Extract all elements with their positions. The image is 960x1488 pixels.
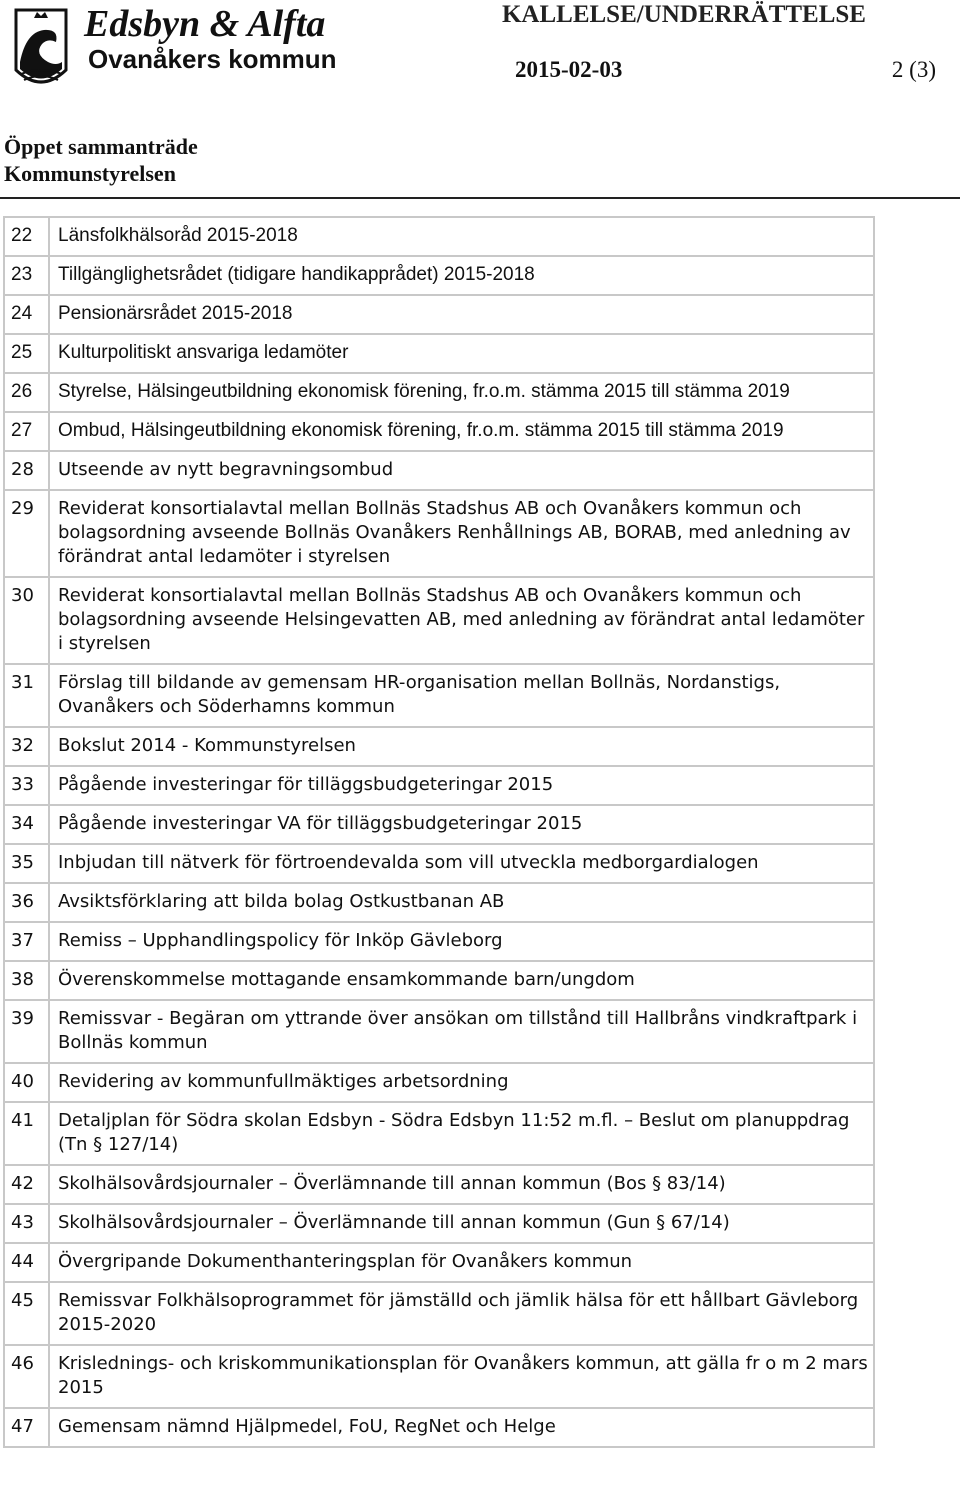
agenda-body xyxy=(4,217,874,1447)
agenda-item-text: Gemensam nämnd Hjälpmedel, FoU, RegNet och Helge xyxy=(49,1408,874,1447)
agenda-item-number: 25 xyxy=(4,334,49,373)
agenda-row xyxy=(4,577,874,664)
agenda-row xyxy=(4,1165,874,1204)
agenda-row xyxy=(4,664,874,727)
agenda-item-number: 44 xyxy=(4,1243,49,1282)
agenda-item-text: Reviderat konsortialavtal mellan Bollnäs Stadshus AB och Ovanåkers kommun och bolagsordning avseende Bollnäs Ovanåkers Renhållnings AB, BORAB, med anledning av förändrat antal ledamöter i styrelsen xyxy=(49,490,874,577)
agenda-item-number: 32 xyxy=(4,727,49,766)
agenda-row xyxy=(4,844,874,883)
agenda-item-text: Inbjudan till nätverk för förtroendevalda som vill utveckla medborgardialogen xyxy=(49,844,874,883)
agenda-item-text: Övergripande Dokumenthanteringsplan för Ovanåkers kommun xyxy=(49,1243,874,1282)
agenda-item-number: 23 xyxy=(4,256,49,295)
agenda-item-number: 39 xyxy=(4,1000,49,1063)
logo-emblem xyxy=(16,10,66,82)
agenda-row xyxy=(4,922,874,961)
agenda-item-number: 29 xyxy=(4,490,49,577)
agenda-row xyxy=(4,295,874,334)
agenda-item-text: Länsfolkhälsoråd 2015-2018 xyxy=(49,217,874,256)
agenda-row xyxy=(4,412,874,451)
logo-subtitle: Ovanåkers kommun xyxy=(88,44,337,74)
agenda-row xyxy=(4,961,874,1000)
agenda-item-text: Pensionärsrådet 2015-2018 xyxy=(49,295,874,334)
agenda-item-number: 46 xyxy=(4,1345,49,1408)
agenda-item-number: 33 xyxy=(4,766,49,805)
agenda-row xyxy=(4,1204,874,1243)
agenda-item-text: Remissvar Folkhälsoprogrammet för jämställd och jämlik hälsa för ett hållbart Gävleborg 2015-2020 xyxy=(49,1282,874,1345)
page-number: 2 (3) xyxy=(891,57,936,82)
agenda-item-text: Ombud, Hälsingeutbildning ekonomisk förening, fr.o.m. stämma 2015 till stämma 2019 xyxy=(49,412,874,451)
agenda-row xyxy=(4,766,874,805)
agenda-item-number: 36 xyxy=(4,883,49,922)
meeting-body: Kommunstyrelsen xyxy=(4,161,176,186)
agenda-item-text: Utseende av nytt begravningsombud xyxy=(49,451,874,490)
agenda-row xyxy=(4,1345,874,1408)
agenda-item-number: 38 xyxy=(4,961,49,1000)
agenda-item-text: Skolhälsovårdsjournaler – Överlämnande till annan kommun (Gun § 67/14) xyxy=(49,1204,874,1243)
agenda-item-text: Styrelse, Hälsingeutbildning ekonomisk förening, fr.o.m. stämma 2015 till stämma 2019 xyxy=(49,373,874,412)
agenda-item-number: 40 xyxy=(4,1063,49,1102)
agenda-table xyxy=(3,216,875,1448)
agenda-item-text: Remiss – Upphandlingspolicy för Inköp Gävleborg xyxy=(49,922,874,961)
agenda-item-number: 28 xyxy=(4,451,49,490)
agenda-item-number: 41 xyxy=(4,1102,49,1165)
agenda-item-text: Remissvar - Begäran om yttrande över ansökan om tillstånd till Hallbråns vindkraftpark i Bollnäs kommun xyxy=(49,1000,874,1063)
agenda-item-number: 27 xyxy=(4,412,49,451)
header-divider xyxy=(0,197,960,199)
agenda-item-text: Revidering av kommunfullmäktiges arbetsordning xyxy=(49,1063,874,1102)
agenda-item-number: 26 xyxy=(4,373,49,412)
municipality-logo xyxy=(4,2,384,92)
agenda-item-text: Detaljplan för Södra skolan Edsbyn - Södra Edsbyn 11:52 m.fl. – Beslut om planuppdrag (Tn § 127/14) xyxy=(49,1102,874,1165)
agenda-row xyxy=(4,256,874,295)
agenda-row xyxy=(4,883,874,922)
agenda-item-text: Pågående investeringar VA för tilläggsbudgeteringar 2015 xyxy=(49,805,874,844)
agenda-item-text: Pågående investeringar för tilläggsbudgeteringar 2015 xyxy=(49,766,874,805)
meeting-type: Öppet sammanträde xyxy=(4,134,198,159)
agenda-row xyxy=(4,490,874,577)
agenda-item-number: 45 xyxy=(4,1282,49,1345)
agenda-row xyxy=(4,1243,874,1282)
agenda-item-text: Skolhälsovårdsjournaler – Överlämnande till annan kommun (Bos § 83/14) xyxy=(49,1165,874,1204)
agenda-row xyxy=(4,805,874,844)
agenda-item-text: Krislednings- och kriskommunikationsplan för Ovanåkers kommun, att gälla fr o m 2 mars 2015 xyxy=(49,1345,874,1408)
agenda-row xyxy=(4,1282,874,1345)
agenda-item-text: Överenskommelse mottagande ensamkommande barn/ungdom xyxy=(49,961,874,1000)
meeting-heading xyxy=(4,133,198,187)
agenda-row xyxy=(4,1063,874,1102)
agenda-row xyxy=(4,1408,874,1447)
agenda-item-number: 43 xyxy=(4,1204,49,1243)
agenda-item-text: Kulturpolitiskt ansvariga ledamöter xyxy=(49,334,874,373)
agenda-row xyxy=(4,334,874,373)
agenda-item-number: 42 xyxy=(4,1165,49,1204)
agenda-row xyxy=(4,451,874,490)
agenda-row xyxy=(4,373,874,412)
agenda-row xyxy=(4,1000,874,1063)
agenda-row xyxy=(4,217,874,256)
agenda-item-text: Avsiktsförklaring att bilda bolag Ostkustbanan AB xyxy=(49,883,874,922)
agenda-item-text: Tillgänglighetsrådet (tidigare handikapprådet) 2015-2018 xyxy=(49,256,874,295)
agenda-item-number: 37 xyxy=(4,922,49,961)
agenda-item-number: 22 xyxy=(4,217,49,256)
agenda-item-text: Reviderat konsortialavtal mellan Bollnäs Stadshus AB och Ovanåkers kommun och bolagsordning avseende Helsingevatten AB, med anledning av förändrat antal ledamöter i styrelsen xyxy=(49,577,874,664)
document-type: KALLELSE/UNDERRÄTTELSE xyxy=(501,1,866,28)
agenda-item-text: Bokslut 2014 - Kommunstyrelsen xyxy=(49,727,874,766)
agenda-item-number: 47 xyxy=(4,1408,49,1447)
agenda-item-text: Förslag till bildande av gemensam HR-organisation mellan Bollnäs, Nordanstigs, Ovanåkers och Söderhamns kommun xyxy=(49,664,874,727)
agenda-item-number: 24 xyxy=(4,295,49,334)
document-date: 2015-02-03 xyxy=(515,57,623,82)
agenda-item-number: 35 xyxy=(4,844,49,883)
logo-title: Edsbyn & Alfta xyxy=(84,3,326,45)
agenda-item-number: 31 xyxy=(4,664,49,727)
agenda-row xyxy=(4,1102,874,1165)
agenda-item-number: 34 xyxy=(4,805,49,844)
agenda-item-number: 30 xyxy=(4,577,49,664)
agenda-row xyxy=(4,727,874,766)
